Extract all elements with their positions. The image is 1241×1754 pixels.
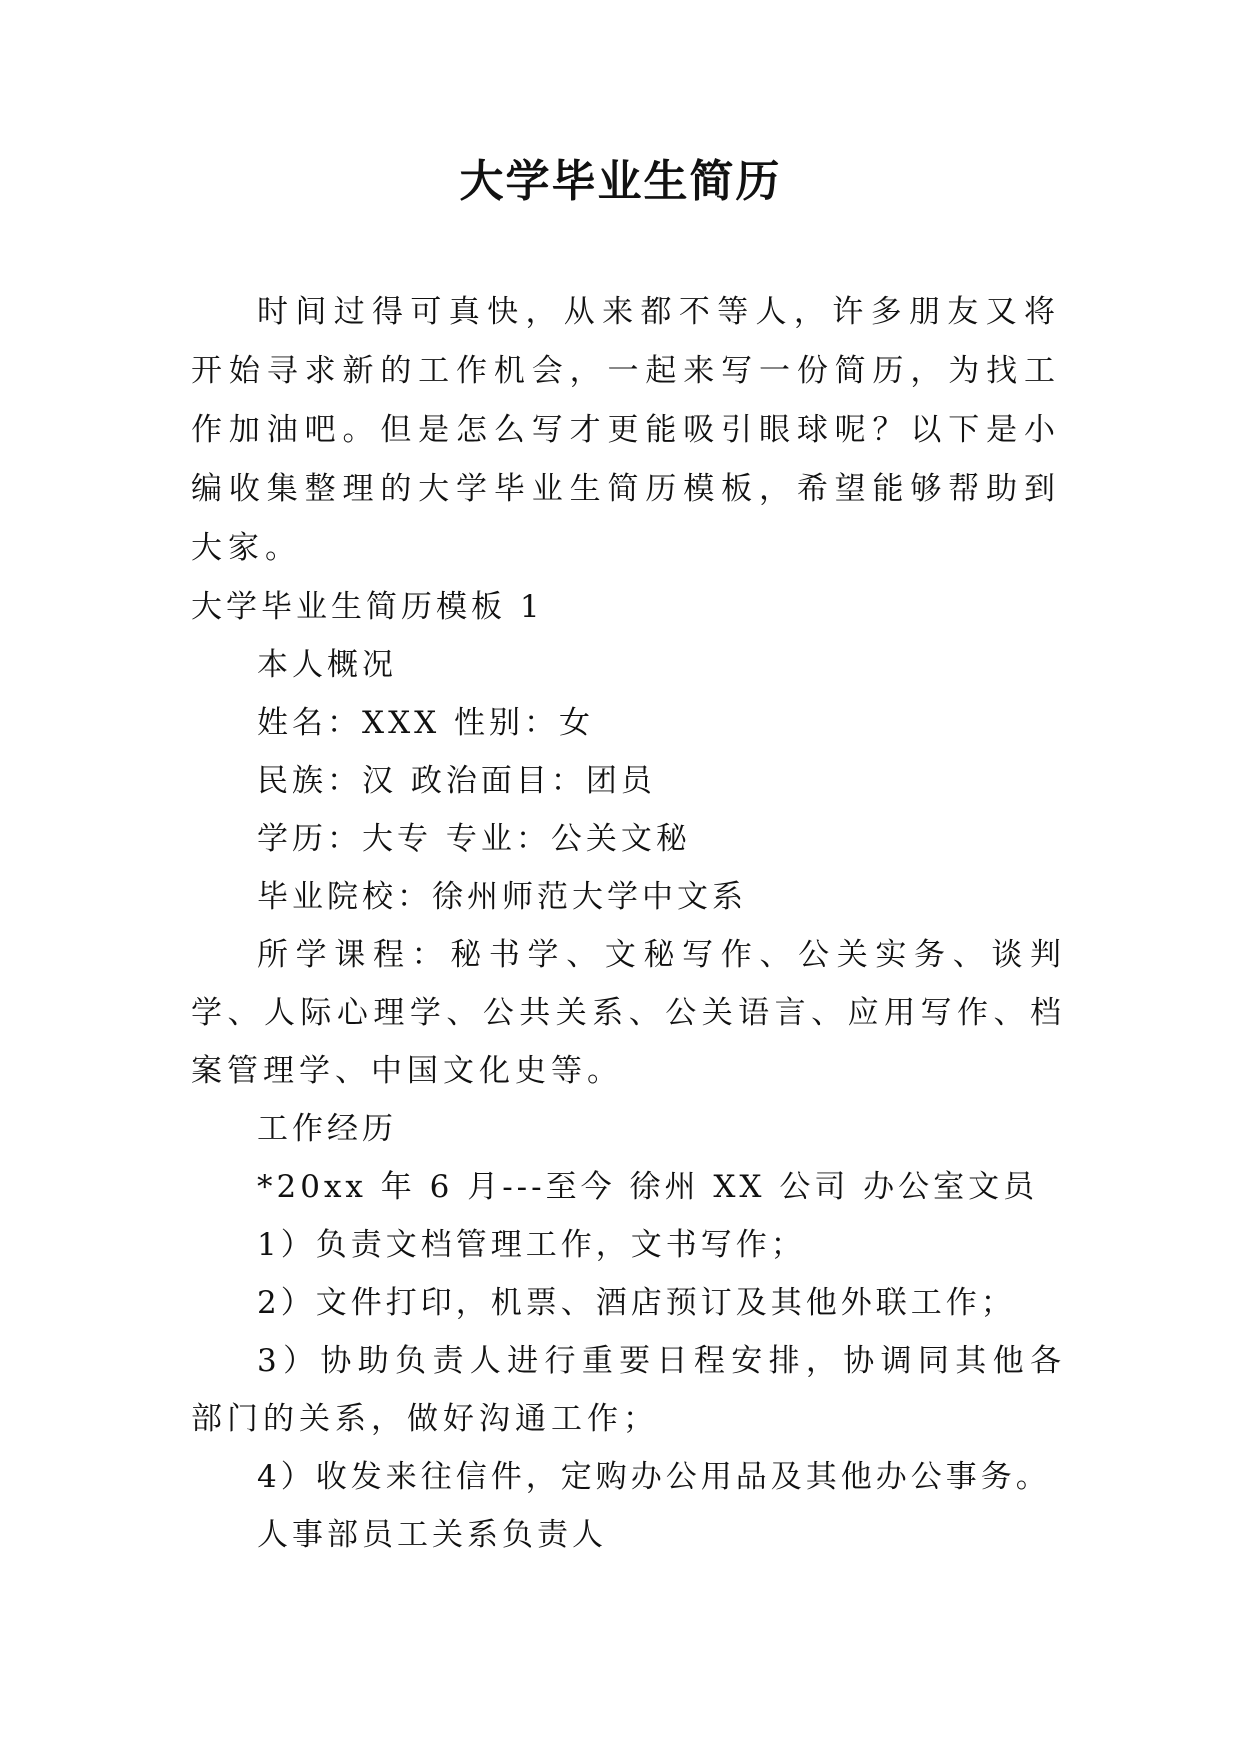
hr-role-line: 人事部员工关系负责人 xyxy=(257,1517,607,1553)
education-major-line: 学历：大专 专业：公关文秘 xyxy=(257,821,691,857)
intro-paragraph: 时间过得可真快，从来都不等人，许多朋友又将开始寻求新的工作机会，一起来写一份简历，为找工作加油吧。但是怎么写才更能吸引眼球呢？以下是小编收集整理的大学毕业生简历模板，希望能够帮助到大家。 xyxy=(191,294,1061,566)
section-heading-work: 工作经历 xyxy=(257,1111,397,1147)
duty-item-4: 4）收发来往信件，定购办公用品及其他办公事务。 xyxy=(257,1459,1051,1495)
ethnicity-politics-line: 民族：汉 政治面目：团员 xyxy=(257,763,656,799)
name-gender-line: 姓名：XXX 性别：女 xyxy=(257,705,595,741)
template-heading: 大学毕业生简历模板 1 xyxy=(191,589,544,625)
document-title: 大学毕业生简历 xyxy=(459,156,782,207)
job-line: *20xx 年 6 月---至今 徐州 XX 公司 办公室文员 xyxy=(257,1169,1039,1205)
duty-item-2: 2）文件打印，机票、酒店预订及其他外联工作； xyxy=(257,1285,1016,1321)
section-heading-profile: 本人概况 xyxy=(257,647,397,683)
courses-paragraph: 所学课程：秘书学、文秘写作、公关实务、谈判学、人际心理学、公共关系、公关语言、应用写作、档案管理学、中国文化史等。 xyxy=(191,937,1066,1089)
school-line: 毕业院校：徐州师范大学中文系 xyxy=(257,879,747,915)
resume-body xyxy=(191,578,1066,1564)
duty-item-1: 1）负责文档管理工作，文书写作； xyxy=(257,1227,806,1263)
duty-item-3: 3）协助负责人进行重要日程安排，协调同其他各部门的关系，做好沟通工作； xyxy=(191,1343,1066,1437)
